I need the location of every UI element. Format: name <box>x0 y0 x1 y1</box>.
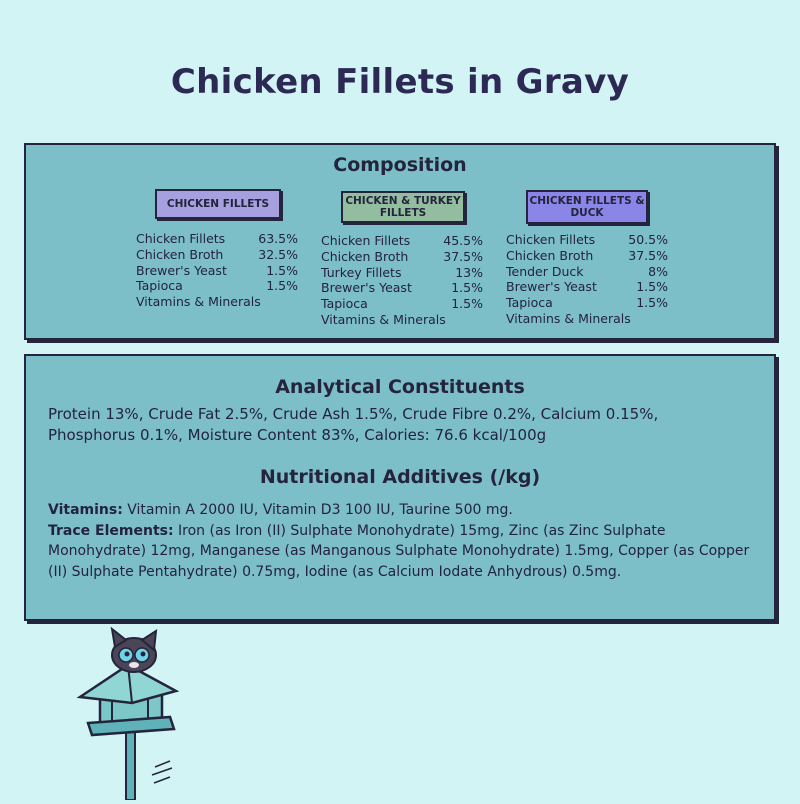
ingredient-percent: 63.5% <box>258 231 298 246</box>
ingredient-row <box>321 280 483 296</box>
page-title: Chicken Fillets in Gravy <box>170 62 630 102</box>
ingredient-row <box>506 311 668 327</box>
ingredient-name: Chicken Fillets <box>321 233 411 249</box>
ingredient-name: Chicken Fillets <box>136 231 226 246</box>
vitamins-value: Vitamin A 2000 IU, Vitamin D3 100 IU, Taurine 500 mg. <box>122 502 513 518</box>
ingredient-percent: 1.5% <box>451 296 483 312</box>
ingredient-name: Vitamins & Minerals <box>506 311 631 327</box>
trace-elements-label: Trace Elements: <box>48 522 174 539</box>
ingredient-percent: 50.5% <box>628 232 668 248</box>
ingredient-name: Chicken Broth <box>136 246 224 262</box>
ingredient-row <box>321 265 483 281</box>
trace-elements-line <box>48 521 758 583</box>
ingredient-percent: 8% <box>648 263 668 279</box>
ingredient-name: Chicken Broth <box>321 248 409 264</box>
cat-on-birdhouse-icon <box>60 625 200 804</box>
ingredient-percent: 37.5% <box>443 248 483 264</box>
ingredient-percent: 1.5% <box>451 280 483 296</box>
additives-heading: Nutritional Additives (/kg) <box>259 466 541 488</box>
ingredient-row <box>506 295 668 311</box>
ingredient-name: Tapioca <box>506 295 553 311</box>
recipe-tag-chicken-turkey: CHICKEN & TURKEY FILLETS <box>341 191 465 223</box>
ingredient-row <box>506 248 668 264</box>
analytical-text: Protein 13%, Crude Fat 2.5%, Crude Ash 1.5%, Crude Fibre 0.2%, Calcium 0.15%, Phosphorus 0.1%, Moisture Content 83%, Calories: 76.6 kcal/100g <box>48 405 659 444</box>
ingredient-name: Brewer's Yeast <box>321 280 412 296</box>
composition-heading: Composition <box>333 154 467 176</box>
ingredient-list <box>321 233 483 328</box>
ingredient-percent: 13% <box>455 264 483 280</box>
ingredient-row <box>506 264 668 280</box>
ingredient-name: Tapioca <box>321 296 368 312</box>
recipe-tag-chicken-duck: CHICKEN FILLETS & DUCK <box>526 190 648 224</box>
ingredient-row <box>136 247 298 263</box>
ingredient-row <box>136 294 298 310</box>
additives-text <box>48 500 758 582</box>
ingredient-row <box>136 278 298 294</box>
ingredient-percent: 1.5% <box>266 262 298 278</box>
vitamins-line <box>48 500 758 521</box>
analytical-panel <box>24 354 776 621</box>
analytical-heading: Analytical Constituents <box>275 376 525 398</box>
vitamins-label: Vitamins: <box>48 502 123 518</box>
ingredient-row <box>506 232 668 248</box>
ingredient-row <box>136 231 298 247</box>
ingredient-name: Vitamins & Minerals <box>136 294 261 310</box>
ingredient-row <box>321 249 483 265</box>
ingredient-percent: 32.5% <box>258 246 298 262</box>
recipe-tag-chicken: CHICKEN FILLETS <box>155 189 281 219</box>
ingredient-list <box>136 231 298 310</box>
ingredient-name: Tapioca <box>136 278 183 294</box>
ingredient-row <box>321 296 483 312</box>
ingredient-row <box>136 263 298 279</box>
ingredient-percent: 1.5% <box>636 295 668 311</box>
ingredient-name: Turkey Fillets <box>321 264 402 280</box>
ingredient-percent: 37.5% <box>628 247 668 263</box>
composition-column-chicken-duck <box>506 189 668 327</box>
ingredient-name: Brewer's Yeast <box>506 279 597 295</box>
composition-column-chicken-turkey <box>321 189 483 328</box>
ingredient-percent: 1.5% <box>266 278 298 294</box>
ingredient-name: Tender Duck <box>506 263 584 279</box>
ingredient-row <box>321 233 483 249</box>
ingredient-list <box>506 232 668 327</box>
ingredient-row <box>506 279 668 295</box>
ingredient-row <box>321 312 483 328</box>
ingredient-percent: 1.5% <box>636 279 668 295</box>
ingredient-name: Chicken Broth <box>506 247 594 263</box>
ingredient-name: Brewer's Yeast <box>136 262 227 278</box>
ingredient-percent: 45.5% <box>443 233 483 249</box>
ingredient-name: Chicken Fillets <box>506 232 596 248</box>
ingredient-name: Vitamins & Minerals <box>321 312 446 328</box>
trace-elements-value: Iron (as Iron (II) Sulphate Monohydrate) 15mg, Zinc (as Zinc Sulphate Monohydrate) 12mg, Manganese (as Manganous Sulphate Monohydrate) 1.5mg, Copper (as Copper (II) Sulphate Pentahydrate) 0.75mg, Iodine (as Calcium Iodate Anhydrous) 0.5mg. <box>48 522 750 580</box>
composition-column-chicken <box>136 189 298 310</box>
composition-panel <box>24 143 776 340</box>
